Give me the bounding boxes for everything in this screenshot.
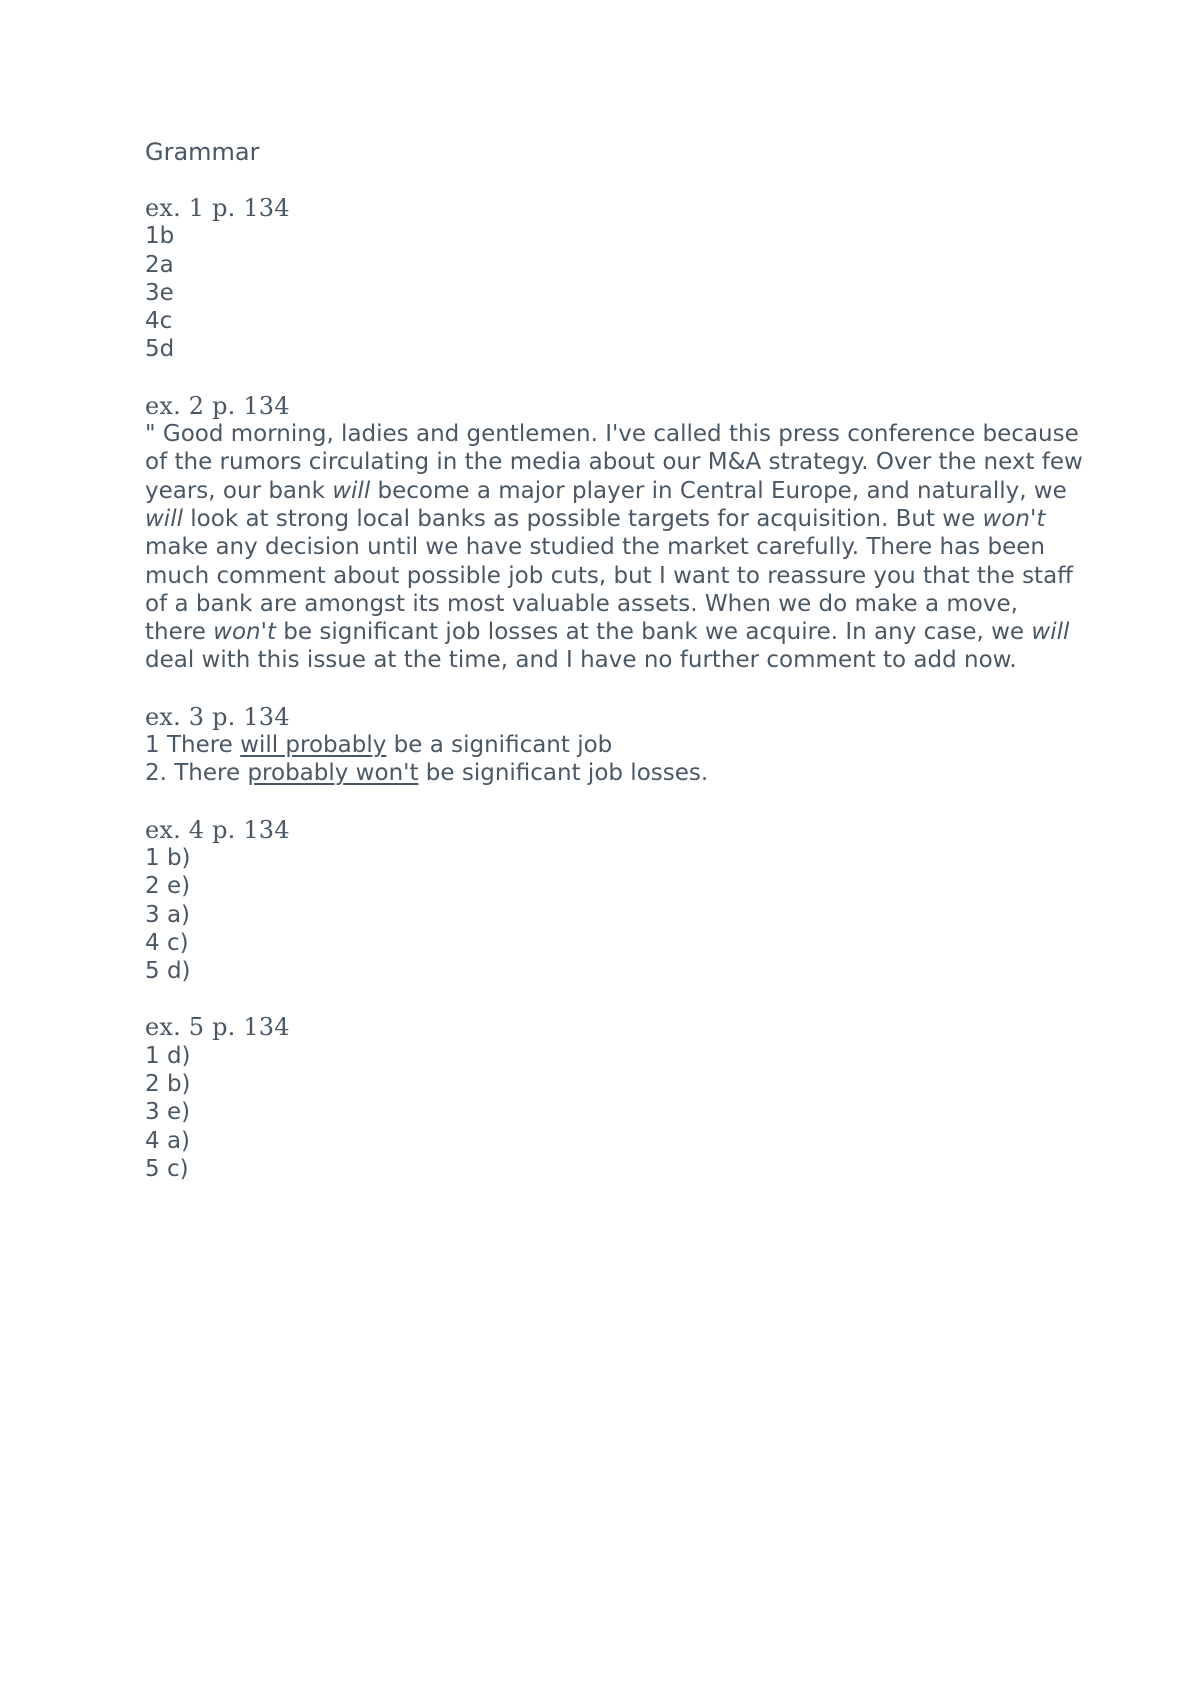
answer-item: 1 d): [145, 1042, 191, 1069]
answer-item: 1b: [145, 223, 175, 250]
answer-item: 3e: [145, 279, 174, 306]
paragraph-text: make any decision until we have studied the market carefully. There has been much comment about possible job cuts, but I want to reassure you that the staff of a bank are amongst its most valuable assets. When we do make a move, there: [145, 534, 1074, 646]
exercise-1: [145, 194, 1085, 364]
answer-item: 4 c): [145, 929, 189, 956]
emphasis-wont: won't: [982, 505, 1046, 532]
answer-item: 5 d): [145, 958, 191, 985]
line-text: 1 There: [145, 732, 241, 759]
line-text: 2. There: [145, 760, 248, 787]
emphasis-will: will: [145, 505, 183, 532]
exercise-3-line-2: [145, 759, 1085, 787]
line-text: be a significant job: [386, 732, 613, 759]
line-text: be significant job losses.: [418, 760, 709, 787]
emphasis-will: will: [1031, 619, 1070, 646]
underlined-phrase: will probably: [240, 732, 387, 759]
exercise-4: [145, 816, 1085, 986]
answer-item: 5d: [145, 336, 175, 363]
answer-item: 4c: [145, 308, 173, 335]
answer-item: 5 c): [145, 1155, 189, 1182]
document-page: [145, 138, 1085, 1211]
exercise-2-heading: ex. 2 p. 134: [145, 391, 290, 420]
paragraph-text: become a major player in Central Europe, and naturally, we: [370, 477, 1067, 504]
paragraph-text: look at strong local banks as possible targets for acquisition. But we: [182, 505, 983, 532]
answer-item: 4 a): [145, 1127, 191, 1154]
answer-item: 2a: [145, 251, 174, 278]
exercise-3-heading: ex. 3 p. 134: [145, 702, 290, 731]
paragraph-text: " Good morning, ladies and gentlemen. I've called this press conference because of the rumors circulating in the media about our M&A strategy. Over the next few years, our bank: [145, 421, 1083, 504]
answer-item: 2 e): [145, 873, 191, 900]
answer-item: 3 a): [145, 901, 191, 928]
exercise-5-heading: ex. 5 p. 134: [145, 1013, 290, 1042]
paragraph-text: deal with this issue at the time, and I have no further comment to add now.: [145, 647, 1017, 674]
answer-item: 1 b): [145, 844, 191, 871]
answer-item: 2 b): [145, 1071, 191, 1098]
exercise-5: [145, 1013, 1085, 1183]
emphasis-will: will: [332, 477, 371, 504]
document-title: Grammar: [145, 138, 260, 166]
exercise-3-line-1: [145, 731, 1085, 759]
exercise-2-paragraph: [145, 420, 1085, 675]
paragraph-text: be significant job losses at the bank we acquire. In any case, we: [275, 619, 1032, 646]
exercise-1-heading: ex. 1 p. 134: [145, 194, 290, 222]
answer-item: 3 e): [145, 1099, 191, 1126]
exercise-4-heading: ex. 4 p. 134: [145, 815, 290, 844]
exercise-3: [145, 703, 1085, 788]
underlined-phrase: probably won't: [247, 760, 419, 787]
exercise-2: [145, 392, 1085, 675]
emphasis-wont: won't: [213, 619, 276, 646]
